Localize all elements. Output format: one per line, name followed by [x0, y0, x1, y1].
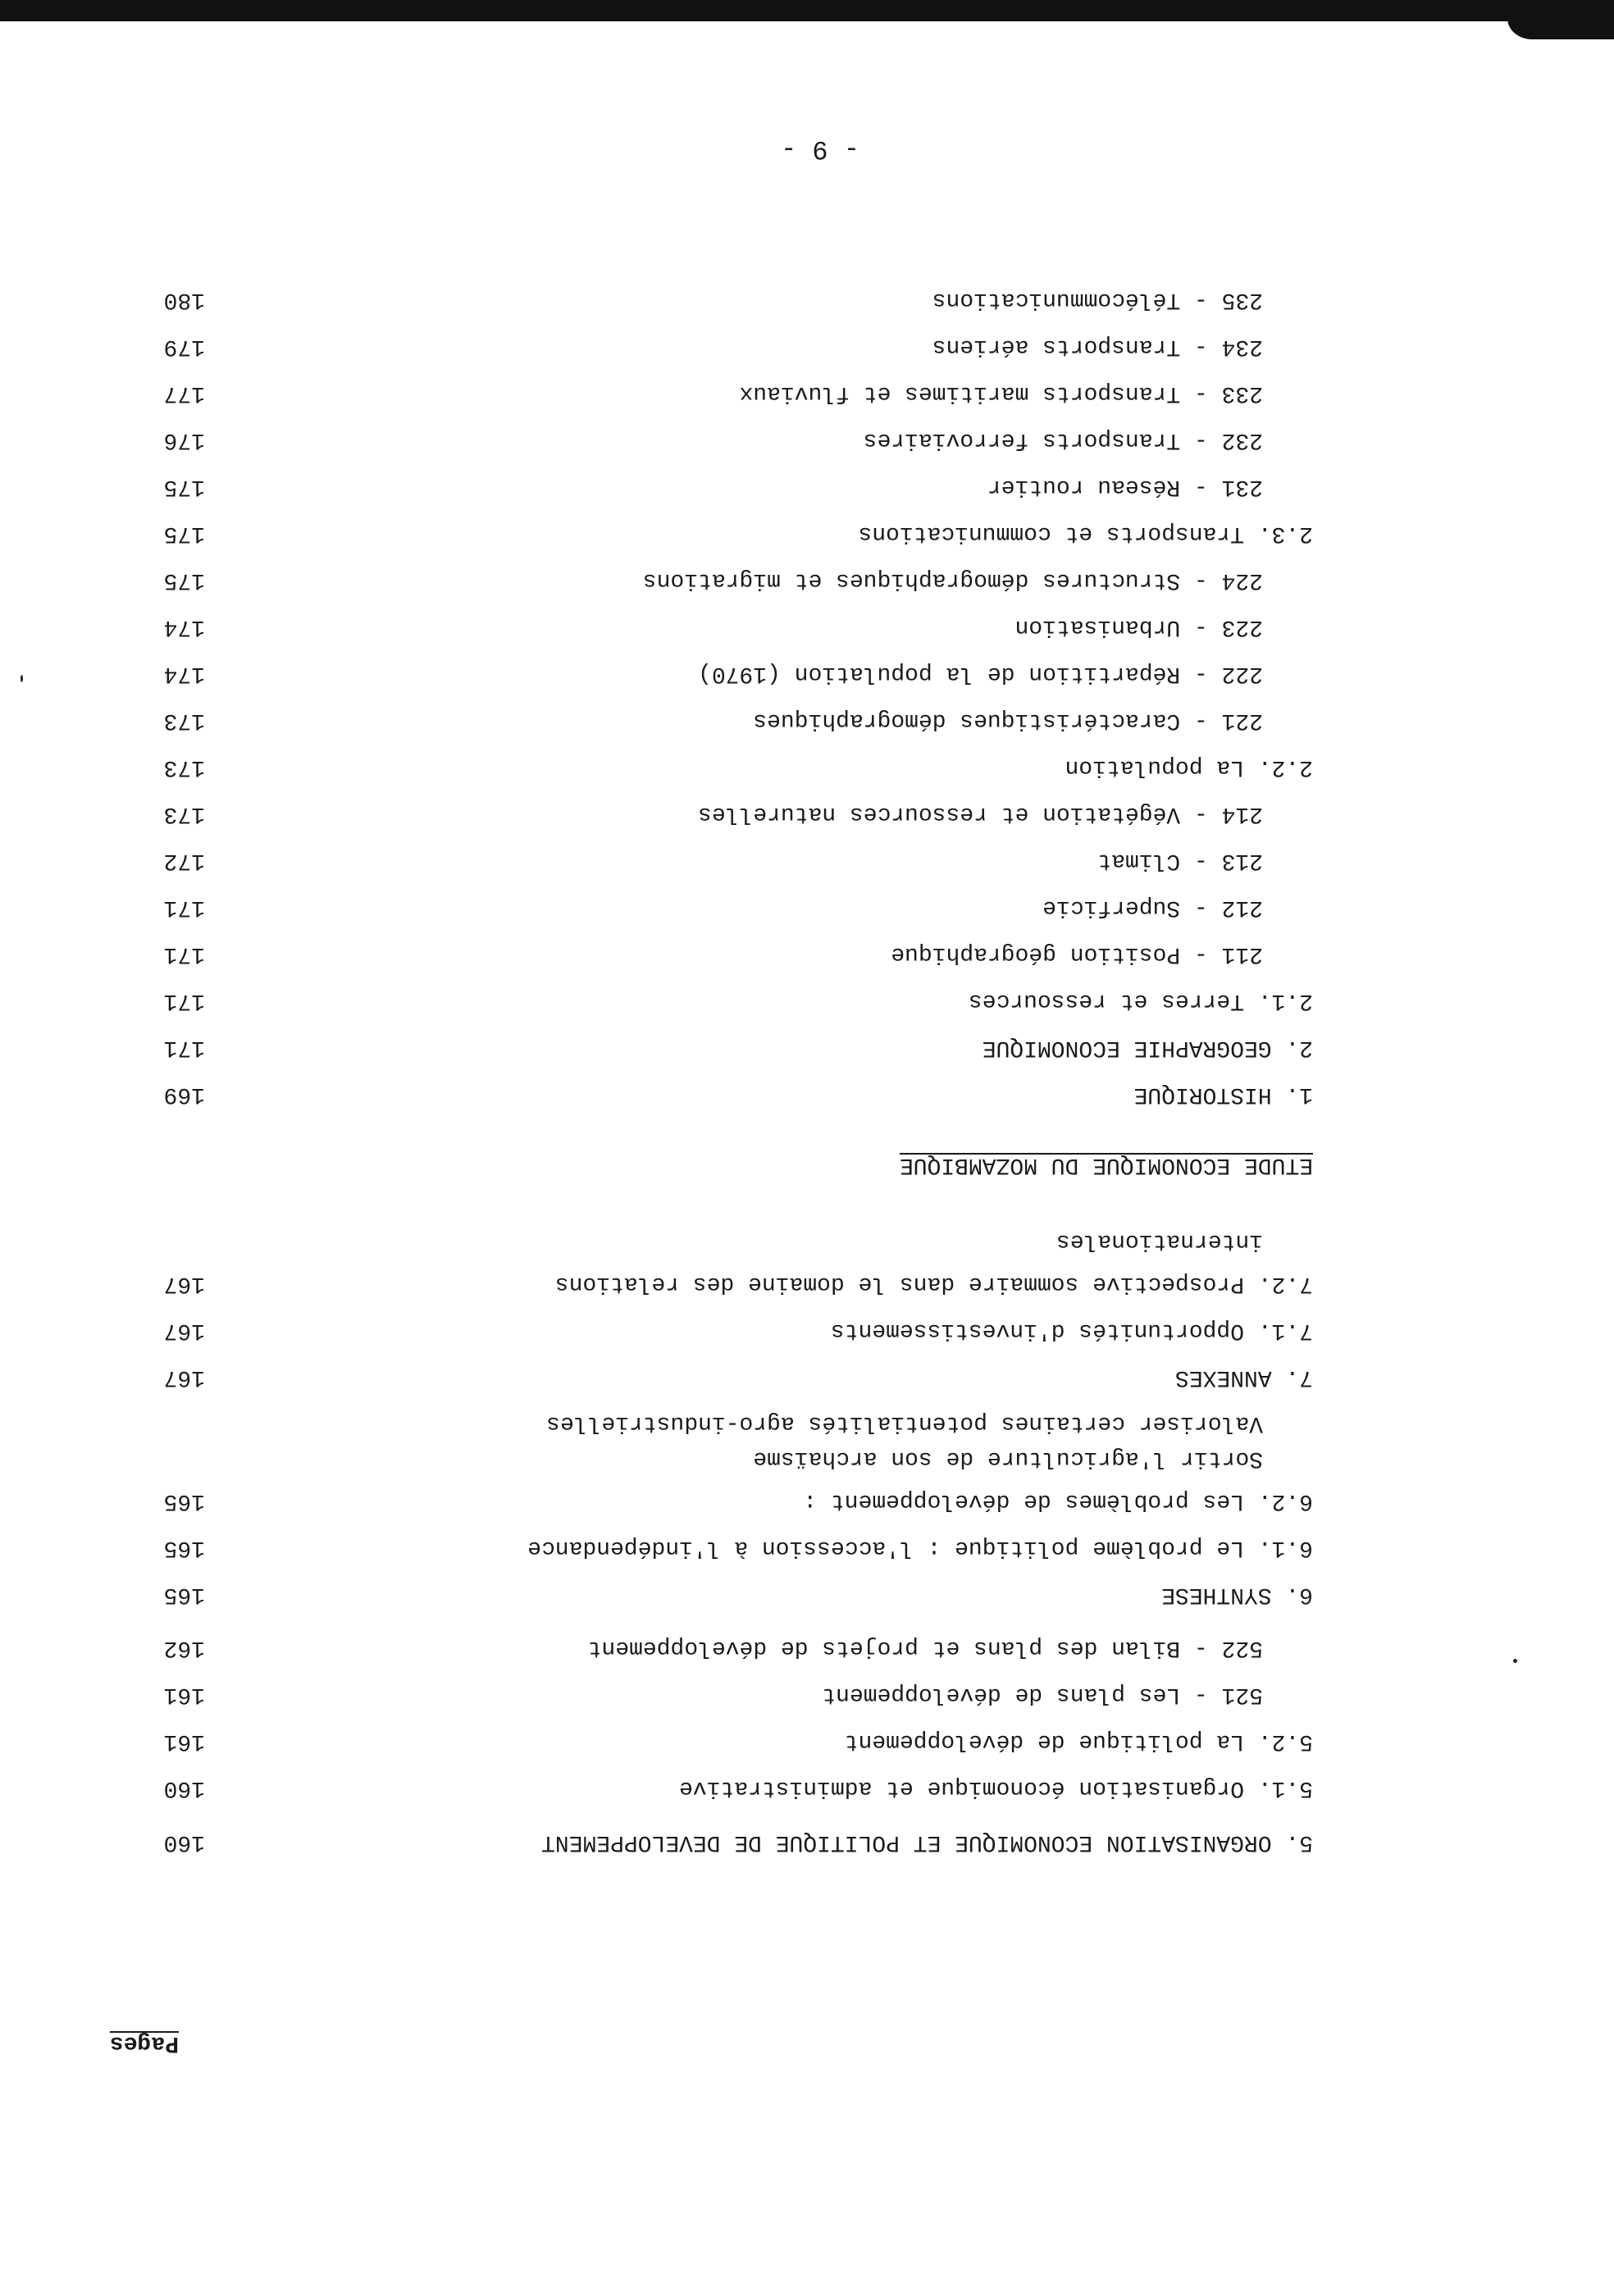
- scanner-edge: [0, 0, 1614, 21]
- toc-entry-text: 222 - Répartition de la population (1970): [698, 661, 1263, 686]
- toc-entry-text: 235 - Télécommunications: [932, 287, 1263, 312]
- toc-entry-text: 232 - Transports ferroviaires: [863, 427, 1263, 453]
- toc-entry-text: 212 - Superficie: [1042, 895, 1263, 920]
- toc-entry-text: 6.1. Le problème politique : l'accession à l'indépendance: [527, 1535, 1313, 1560]
- toc-entry-text: internationales: [1055, 1228, 1263, 1254]
- toc-entry-text: 6.2. Les problèmes de développement :: [803, 1488, 1313, 1514]
- toc-entry: [0, 933, 1614, 974]
- toc-entry: [0, 1674, 1614, 1715]
- toc-entry-page: 173: [163, 708, 205, 733]
- toc-entry: [0, 279, 1614, 320]
- toc-entry-page: 175: [163, 474, 205, 499]
- section-title: ETUDE ECONOMIQUE DU MOZAMBIQUE: [899, 1152, 1313, 1178]
- toc-entry-text: 5. ORGANISATION ECONOMIQUE ET POLITIQUE DE DEVELOPPEMENT: [541, 1829, 1313, 1855]
- toc-entry-page: 171: [163, 988, 205, 1014]
- toc-entry-text: 5.1. Organisation économique et administrative: [679, 1775, 1313, 1801]
- toc-entry-page: 171: [163, 941, 205, 967]
- toc-entry-page: 176: [163, 427, 205, 453]
- toc-entry: [0, 1574, 1614, 1615]
- toc-entry-page: 167: [163, 1271, 205, 1296]
- toc-entry-page: 160: [163, 1829, 205, 1855]
- toc-entry-text: 2.2. La population: [1065, 754, 1313, 780]
- toc-entry-page: 167: [163, 1318, 205, 1343]
- toc-entry-page: 171: [163, 895, 205, 920]
- toc-entry-page: 161: [163, 1729, 205, 1754]
- toc-entry: [0, 840, 1614, 881]
- toc-entry: [0, 699, 1614, 740]
- toc-entry-page: 165: [163, 1535, 205, 1560]
- toc-entry-page: 172: [163, 848, 205, 873]
- toc-entry-page: 174: [163, 614, 205, 640]
- toc-entry-page: 175: [163, 521, 205, 546]
- toc-entry-text: 223 - Urbanisation: [1014, 614, 1263, 640]
- toc-entry: [0, 1627, 1614, 1668]
- toc-entry-page: 167: [163, 1364, 205, 1390]
- toc-entry-page: 169: [163, 1082, 205, 1107]
- pages-column-heading: Pages: [109, 2030, 179, 2056]
- toc-entry-text: 221 - Caractéristiques démographiques: [753, 708, 1263, 733]
- toc-entry: [0, 653, 1614, 694]
- toc-entry-text: 7.2. Prospective sommaire dans le domaine des relations: [554, 1271, 1313, 1296]
- toc-entry-page: 175: [163, 567, 205, 593]
- toc-entry-page: 174: [163, 661, 205, 686]
- toc-entry-text: 522 - Bilan des plans et projets de développement: [587, 1635, 1263, 1660]
- toc-entry-page: 173: [163, 801, 205, 827]
- toc-entry: [0, 746, 1614, 787]
- toc-entry-continuation: [0, 1402, 1614, 1443]
- toc-entry: [0, 1356, 1614, 1397]
- toc-entry: [0, 1263, 1614, 1304]
- scan-speck: [1513, 1659, 1517, 1663]
- toc-entry: [0, 980, 1614, 1021]
- toc-entry-text: 7. ANNEXES: [1174, 1364, 1313, 1390]
- toc-entry-page: 165: [163, 1488, 205, 1514]
- toc-entry-text: 521 - Les plans de développement: [822, 1682, 1263, 1707]
- toc-entry: [0, 1480, 1614, 1521]
- toc-entry-text: 233 - Transports maritimes et fluviaux: [739, 380, 1263, 406]
- toc-entry: [0, 1073, 1614, 1114]
- toc-entry: [0, 606, 1614, 647]
- toc-entry: [0, 1310, 1614, 1351]
- toc-entry-page: 165: [163, 1582, 205, 1607]
- toc-entry-text: 224 - Structures démographiques et migrations: [642, 567, 1263, 593]
- toc-entry-text: 5.2. La politique de développement: [844, 1729, 1313, 1754]
- toc-entry: [0, 559, 1614, 600]
- toc-entry: [0, 793, 1614, 834]
- toc-entry-continuation: [0, 1220, 1614, 1261]
- toc-entry-page: 162: [163, 1635, 205, 1660]
- toc-entry: [0, 326, 1614, 367]
- toc-entry-text: 231 - Réseau routier: [987, 474, 1263, 499]
- toc-entry-page: 180: [163, 287, 205, 312]
- toc-entry: [0, 372, 1614, 413]
- toc-entry-page: 160: [163, 1775, 205, 1801]
- toc-entry: [0, 1027, 1614, 1068]
- toc-entry-text: Valoriser certaines potentialités agro-industrielles: [546, 1410, 1263, 1436]
- toc-entry-text: 6. SYNTHESE: [1161, 1582, 1313, 1607]
- toc-entry-text: 234 - Transports aériens: [932, 334, 1263, 359]
- toc-entry-text: 2. GEOGRAPHIE ECONOMIQUE: [982, 1035, 1313, 1060]
- toc-entry-page: 177: [163, 380, 205, 406]
- toc-entry-page: 179: [163, 334, 205, 359]
- scan-speck: [21, 675, 23, 682]
- toc-entry: [0, 886, 1614, 927]
- toc-entry-continuation: [0, 1437, 1614, 1478]
- toc-entry: [0, 1527, 1614, 1568]
- toc-entry-text: 7.1. Opportunités d'investissements: [830, 1318, 1313, 1343]
- toc-entry: [0, 419, 1614, 460]
- toc-entry-text: 214 - Végétation et ressources naturelles: [698, 801, 1263, 827]
- toc-entry: [0, 466, 1614, 507]
- toc-entry-page: 173: [163, 754, 205, 780]
- toc-entry-text: 2.1. Terres et ressources: [968, 988, 1313, 1014]
- toc-entry-page: 161: [163, 1682, 205, 1707]
- toc-entry-text: 2.3. Transports et communications: [858, 521, 1313, 546]
- toc-entry: [0, 1720, 1614, 1761]
- toc-entry-text: 211 - Position géographique: [891, 941, 1263, 967]
- toc-entry: [0, 1821, 1614, 1862]
- page-number: - 9 -: [780, 134, 859, 164]
- toc-entry-page: 171: [163, 1035, 205, 1060]
- toc-entry: [0, 1767, 1614, 1808]
- toc-entry-text: Sortir l'agriculture de son archaïsme: [753, 1446, 1263, 1471]
- toc-entry-text: 213 - Climat: [1097, 848, 1263, 873]
- toc-entry: [0, 512, 1614, 554]
- toc-entry-text: 1. HISTORIQUE: [1133, 1082, 1313, 1107]
